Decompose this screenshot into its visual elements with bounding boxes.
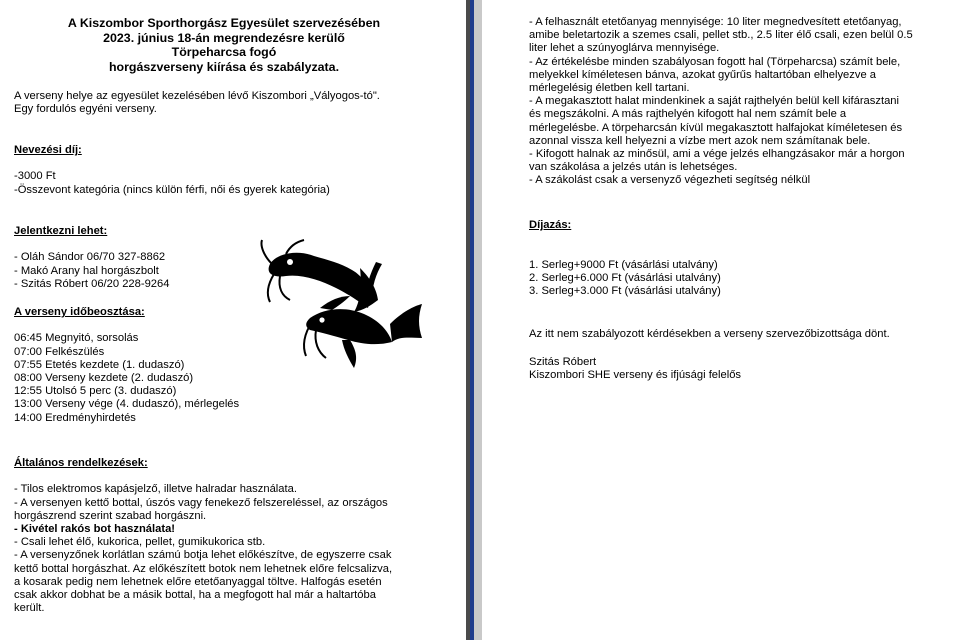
text-line: - A megakasztott halat mindenkinek a saját rajthelyén belül kell kifárasztani [529,95,900,108]
schedule-line: 12:55 Utolsó 5 perc (3. dudaszó) [14,385,177,398]
prize-line: 1. Serleg+9000 Ft (vásárlási utalvány) [529,258,718,271]
closing-note [529,328,890,341]
rules-continued [529,16,913,187]
general-rules-heading: Általános rendelkezések: [14,457,148,469]
text-line: Az itt nem szabályozott kérdésekben a verseny szervezőbizottsága dönt. [529,328,890,340]
schedule-line: 06:45 Megnyitó, sorsolás [14,332,139,345]
text-line: - A versenyzőnek korlátlan számú botja lehet előkészítve, de egyszerre csak [14,549,392,562]
text-line: - Oláh Sándor 06/70 327-8862 [14,251,166,264]
intro-paragraph [14,90,380,116]
page-gutter-shadow [474,0,482,640]
text-line: a kosarak pedig nem lehetnek előre etetőanyaggal töltve. Halfogás esetén [14,575,382,588]
title-line: Törpeharcsa fogó [171,45,277,59]
prize-line: 3. Serleg+3.000 Ft (vásárlási utalvány) [529,284,721,297]
text-line: és megszákolni. A más rajthelyén kifogott hal nem számít bele a [529,108,847,121]
left-page [0,0,466,640]
text-line: van szákolása a jelzés után is lehetséges. [529,161,738,174]
schedule-line: 08:00 Verseny kezdete (2. dudaszó) [14,371,194,384]
prize-line: 2. Serleg+6.000 Ft (vásárlási utalvány) [529,271,721,284]
entry-fee-section [14,144,330,197]
text-line: Egy fordulós egyéni verseny. [14,103,157,116]
text-line: - Makó Arany hal horgászbolt [14,264,159,277]
title-line: horgászverseny kiírása és szabályzata. [108,59,340,74]
right-page [482,0,963,640]
text-line: csak akkor dobhat be a másik bottal, ha a megfogott hal már a haltartóba [14,588,376,601]
text-line: - Kifogott halnak az minősül, ami a vége jelzés elhangzásakor már a horgon [529,147,905,160]
text-line: - A felhasznált etetőanyag mennyisége: 10 liter megnedvesített etetőanyag, [529,16,902,28]
text-line: - A szákolást csak a versenyző végezheti segítség nélkül [529,174,811,187]
text-line: azonnal vissza kell helyezni a vízbe mert azok nem számítanak bele. [529,134,871,147]
text-line: horgászrend szerint szabad horgászni. [14,509,207,522]
general-rules-section [14,457,392,615]
text-line: melyekkel kíméletesen bánva, azokat gyűrűs haltartóban elhelyezve a [529,68,877,81]
title-line: 2023. június 18-án megrendezésre kerülő [103,30,345,45]
entry-fee-heading: Nevezési díj: [14,144,82,156]
title-line: A Kiszombor Sporthorgász Egyesület szervezésében [67,16,381,30]
text-line: -Összevont kategória (nincs külön férfi, női és gyerek kategória) [14,183,330,196]
schedule-line: 13:00 Verseny vége (4. dudaszó), mérlegelés [14,398,240,411]
document-title [14,16,434,74]
schedule-heading: A verseny időbeosztása: [14,306,145,318]
text-line: A verseny helye az egyesület kezelésében lévő Kiszombori „Vályogos-tó". [14,90,380,102]
catfish-pair-icon [250,234,428,380]
schedule-section [14,306,239,425]
prizes-heading: Díjazás: [529,219,572,231]
text-line: liter lehet a szúnyoglárva mennyisége. [529,42,720,55]
text-line: mérlegelésbe. A törpeharcsán kívül megakasztott halfajokat kíméletesen és [529,121,903,134]
text-line: - Szitás Róbert 06/20 228-9264 [14,277,170,290]
registration-heading: Jelentkezni lehet: [14,225,108,237]
registration-section [14,225,169,291]
text-line: -3000 Ft [14,170,56,183]
text-line: kettő bottal horgászhat. Az előkészített botok nem lehetnek előre felcsalizva, [14,562,393,575]
text-line: került. [14,602,45,615]
schedule-line: 14:00 Eredményhirdetés [14,411,136,424]
text-line: - A versenyen kettő bottal, úszós vagy fenekező felszereléssel, az országos [14,496,388,509]
prizes-section [529,219,721,298]
signature-role: Kiszombori SHE verseny és ifjúsági felelős [529,369,742,382]
schedule-line: 07:55 Etetés kezdete (1. dudaszó) [14,358,185,371]
text-line: - Tilos elektromos kapásjelző, illetve halradar használata. [14,483,297,496]
text-line: - Kivétel rakós bot használata! [14,522,176,535]
text-line: - Az értékelésbe minden szabályosan fogott hal (Törpeharcsa) számít bele, [529,55,901,68]
schedule-line: 07:00 Felkészülés [14,345,105,358]
text-line: amibe beletartozik a szemes csali, pellet stb., 2.5 liter élő csali, ezen belül 0.5 [529,29,913,42]
signature [529,356,741,382]
signature-name: Szitás Róbert [529,356,597,368]
text-line: - Csali lehet élő, kukorica, pellet, gumikukorica stb. [14,536,266,549]
text-line: mérlegelésig életben kell tartani. [529,81,690,94]
